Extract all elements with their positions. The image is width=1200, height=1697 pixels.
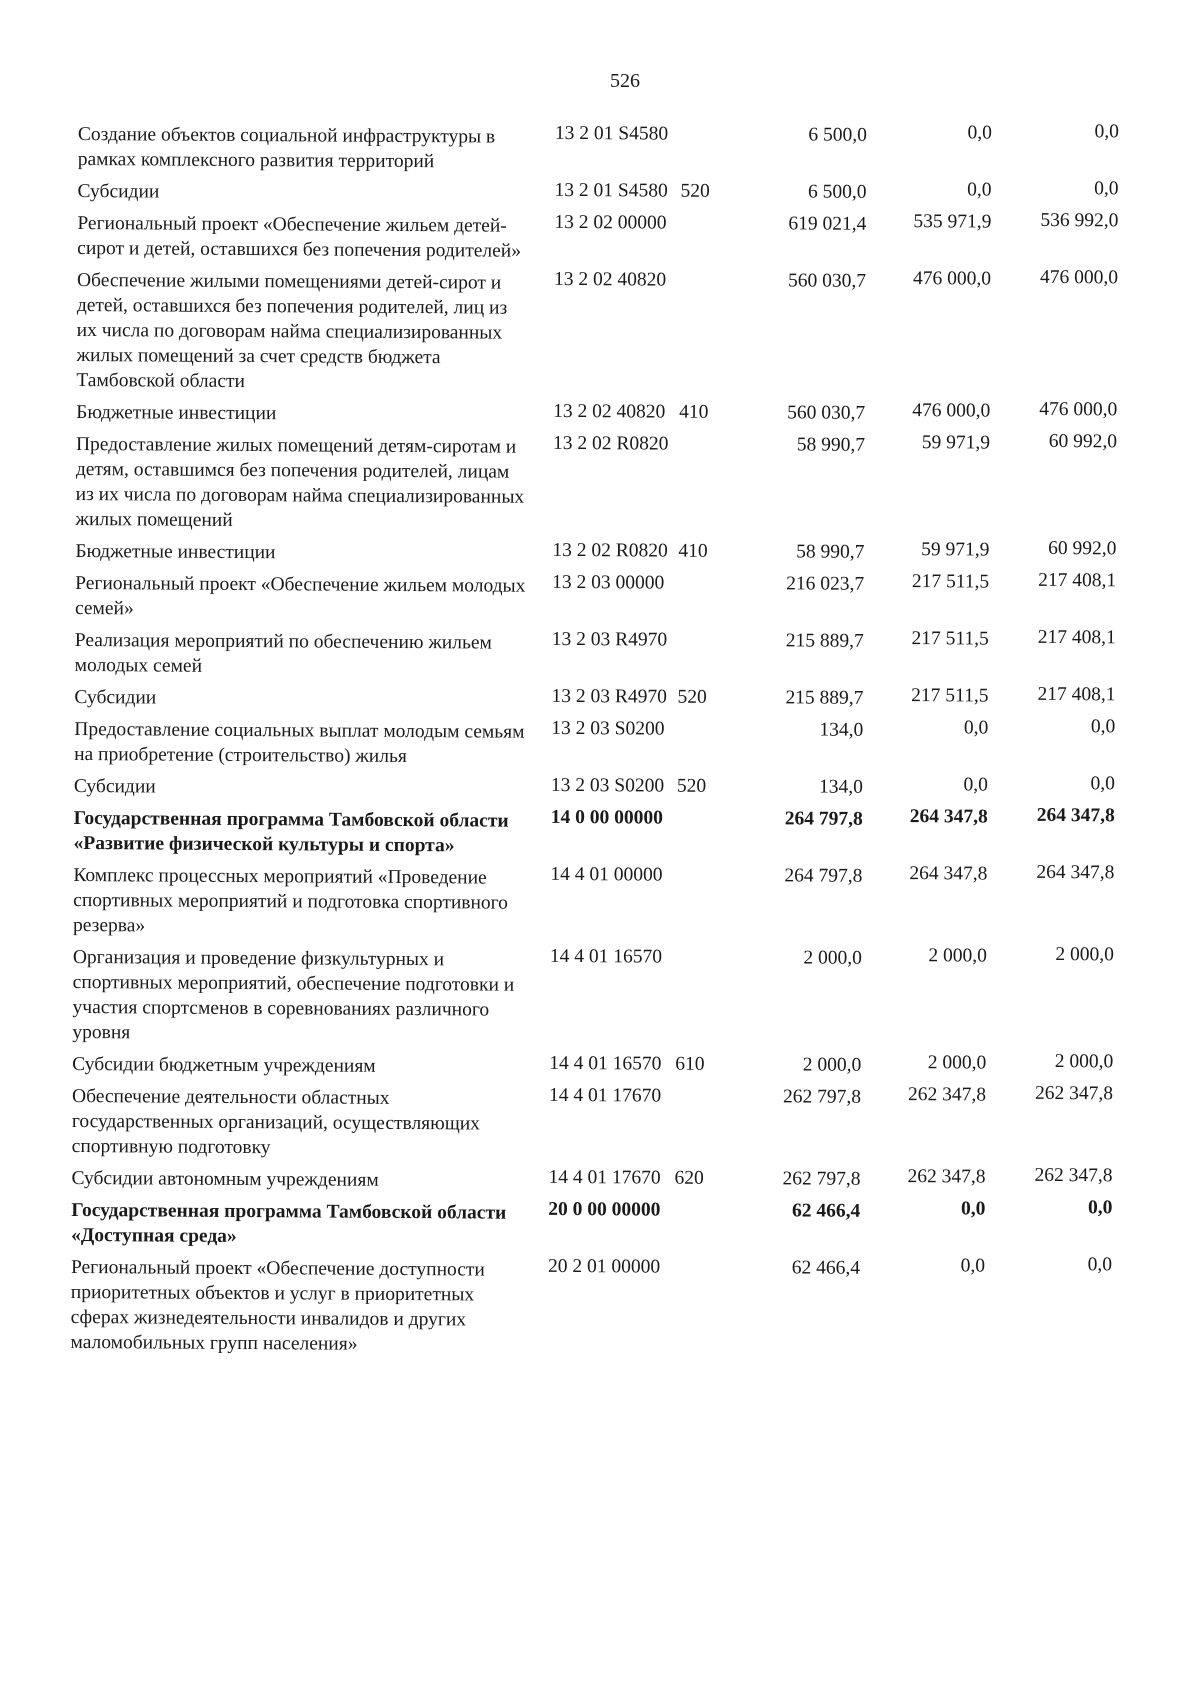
row-value-year2: 262 347,8 (907, 1084, 987, 1106)
row-code: 13 2 03 R4970 (551, 628, 668, 651)
row-value-year3: 60 992,0 (1048, 537, 1117, 560)
table-row (74, 681, 1174, 717)
row-value-year2: 476 000,0 (912, 268, 992, 290)
row-value-year1: 264 797,8 (784, 865, 863, 887)
program-row (71, 1194, 1171, 1255)
row-code: 13 2 03 S0200 (550, 774, 665, 797)
row-expense-type: 620 (674, 1167, 704, 1189)
table-row (75, 535, 1175, 571)
row-value-year1: 134,0 (819, 719, 864, 741)
row-code: 20 0 00 00000 (548, 1198, 661, 1221)
table-row (76, 396, 1176, 432)
table-row (70, 1251, 1171, 1362)
row-value-year1: 62 466,4 (792, 1200, 861, 1222)
row-value-year3: 264 347,8 (1036, 861, 1115, 884)
row-code: 14 4 01 00000 (550, 863, 663, 886)
row-value-year3: 476 000,0 (1039, 266, 1119, 289)
row-name: Бюджетные инвестиции (76, 401, 277, 425)
row-value-year2: 59 971,9 (921, 432, 991, 454)
table-row (74, 770, 1174, 806)
row-name: Обеспечение деятельности областных государственных организаций, осуществляющих спортивную подготовку (71, 1085, 481, 1159)
row-value-year1: 6 500,0 (808, 124, 867, 146)
row-name: Субсидии (74, 686, 157, 709)
row-value-year1: 58 990,7 (796, 434, 866, 456)
table-row (75, 428, 1176, 539)
row-code: 13 2 02 00000 (554, 211, 667, 234)
row-name: Комплекс процессных мероприятий «Проведение спортивных мероприятий и подготовка спортивного резерва» (73, 864, 509, 937)
table-row (73, 859, 1173, 945)
table-row (75, 567, 1175, 628)
row-value-year2: 0,0 (963, 774, 989, 796)
row-expense-type: 410 (678, 540, 708, 562)
row-value-year3: 217 408,1 (1038, 569, 1117, 592)
row-value-year3: 0,0 (1094, 121, 1119, 143)
row-value-year1: 134,0 (818, 776, 863, 798)
table-row (78, 118, 1178, 179)
row-code: 13 2 03 R4970 (551, 685, 667, 708)
table-row (72, 1080, 1172, 1166)
row-value-year2: 476 000,0 (912, 400, 991, 422)
row-expense-type: 520 (680, 180, 710, 202)
row-value-year3: 0,0 (1087, 1254, 1113, 1276)
row-value-year2: 2 000,0 (927, 1052, 987, 1074)
budget-table (70, 118, 1178, 1362)
row-value-year2: 0,0 (967, 179, 992, 201)
row-value-year2: 217 511,5 (911, 571, 990, 593)
row-name: Бюджетные инвестиции (75, 540, 276, 564)
row-code: 14 4 01 17670 (548, 1084, 662, 1107)
row-expense-type: 520 (676, 775, 707, 797)
row-value-year2: 264 347,8 (909, 863, 988, 885)
row-value-year3: 217 408,1 (1037, 626, 1116, 649)
row-value-year2: 59 971,9 (921, 539, 990, 561)
row-code: 13 2 02 R0820 (552, 432, 669, 455)
row-name: Региональный проект «Обеспечение жильем детей-сирот и детей, оставшихся без попечения родителей» (77, 212, 522, 262)
row-value-year3: 0,0 (1090, 773, 1116, 795)
row-name: Создание объектов социальной инфраструктуры в рамках комплексного развития территорий (77, 123, 496, 173)
row-value-year1: 2 000,0 (802, 1054, 862, 1076)
row-value-year2: 0,0 (963, 717, 989, 739)
row-value-year3: 536 992,0 (1040, 209, 1119, 232)
row-expense-type: 610 (675, 1053, 705, 1075)
row-value-year3: 2 000,0 (1054, 1050, 1114, 1073)
row-value-year3: 262 347,8 (1034, 1164, 1113, 1187)
row-code: 14 0 00 00000 (550, 806, 663, 829)
row-value-year3: 0,0 (1094, 178, 1119, 200)
row-value-year1: 6 500,0 (807, 181, 867, 203)
program-row (73, 802, 1173, 863)
table-row (74, 713, 1174, 774)
row-code: 13 2 02 40820 (553, 268, 667, 291)
row-value-year1: 215 889,7 (785, 687, 864, 709)
row-name: Обеспечение жилыми помещениями детей-сирот и детей, оставшихся без попечения родителей, лиц из их числа по договорам найма специализированных жилых помещений за счет средств бюджета Тамбовской области (76, 269, 508, 393)
row-value-year3: 60 992,0 (1048, 430, 1118, 453)
row-value-year3: 217 408,1 (1037, 683, 1116, 706)
row-value-year2: 217 511,5 (911, 628, 989, 650)
row-value-year1: 58 990,7 (796, 541, 865, 563)
row-value-year1: 215 889,7 (785, 630, 864, 652)
row-value-year3: 476 000,0 (1039, 398, 1118, 421)
table-row (76, 264, 1177, 400)
row-value-year1: 619 021,4 (788, 213, 867, 235)
row-value-year2: 0,0 (967, 122, 992, 144)
row-name: Региональный проект «Обеспечение доступности приоритетных объектов и услуг в приоритетных сферах жизнедеятельности инвалидов и других маломобильных групп населения» (70, 1256, 485, 1355)
row-value-year1: 560 030,7 (787, 270, 867, 292)
row-code: 13 2 02 40820 (553, 400, 666, 423)
table-row (77, 207, 1177, 268)
row-code: 14 4 01 17670 (548, 1166, 661, 1189)
page-number: 526 (610, 70, 640, 92)
row-value-year3: 262 347,8 (1034, 1082, 1114, 1105)
row-value-year3: 0,0 (1087, 1197, 1113, 1219)
row-code: 14 4 01 16570 (549, 945, 663, 968)
row-value-year2: 0,0 (960, 1255, 986, 1277)
row-code: 13 2 03 S0200 (551, 717, 665, 740)
table-row (77, 175, 1177, 211)
row-expense-type: 410 (679, 401, 709, 423)
row-name: Государственная программа Тамбовской области «Доступная среда» (71, 1199, 507, 1247)
row-expense-type: 520 (677, 686, 707, 708)
row-value-year1: 560 030,7 (787, 402, 866, 424)
row-name: Предоставление социальных выплат молодым семьям на приобретение (строительство) жилья (74, 718, 525, 768)
row-name: Предоставление жилых помещений детям-сиротам и детям, оставшимся без попечения родителей, лицам из их числа по договорам найма специализированных жилых помещений (75, 433, 525, 531)
row-value-year1: 2 000,0 (803, 947, 862, 969)
row-value-year3: 0,0 (1090, 716, 1116, 738)
row-name: Субсидии (77, 180, 160, 203)
row-code: 13 2 02 R0820 (552, 539, 668, 562)
table-row (75, 624, 1175, 685)
row-code: 13 2 03 00000 (552, 571, 665, 594)
row-name: Реализация мероприятий по обеспечению жильем молодых семей (74, 629, 492, 677)
row-value-year2: 2 000,0 (928, 945, 987, 967)
row-value-year1: 262 797,8 (782, 1086, 862, 1108)
row-value-year2: 217 511,5 (911, 685, 989, 707)
row-name: Государственная программа Тамбовской области «Развитие физической культуры и спорта» (73, 807, 509, 857)
row-value-year3: 264 347,8 (1036, 804, 1115, 827)
row-value-year1: 262 797,8 (782, 1168, 861, 1190)
row-name: Субсидии бюджетным учреждениям (72, 1053, 376, 1077)
row-value-year1: 264 797,8 (784, 808, 863, 830)
row-value-year2: 0,0 (960, 1198, 986, 1220)
row-value-year2: 264 347,8 (909, 806, 988, 828)
row-value-year2: 535 971,9 (913, 211, 992, 233)
row-name: Региональный проект «Обеспечение жильем молодых семей» (74, 572, 526, 620)
row-value-year1: 62 466,4 (791, 1257, 861, 1279)
row-value-year2: 262 347,8 (907, 1166, 986, 1188)
row-name: Субсидии автономным учреждениям (71, 1167, 379, 1191)
row-name: Субсидии (73, 775, 156, 798)
row-name: Организация и проведение физкультурных и спортивных мероприятий, обеспечение подготовки и участия спортсменов в соревнованиях различного уровня (72, 946, 515, 1044)
table-row (71, 1162, 1171, 1198)
row-value-year1: 216 023,7 (786, 573, 865, 595)
row-code: 13 2 01 S4580 (554, 179, 668, 202)
row-code: 13 2 01 S4580 (554, 122, 669, 145)
table-row (72, 941, 1173, 1052)
row-value-year3: 2 000,0 (1055, 943, 1114, 966)
table-row (72, 1048, 1172, 1084)
row-code: 20 2 01 00000 (547, 1255, 661, 1278)
row-code: 14 4 01 16570 (549, 1052, 662, 1075)
